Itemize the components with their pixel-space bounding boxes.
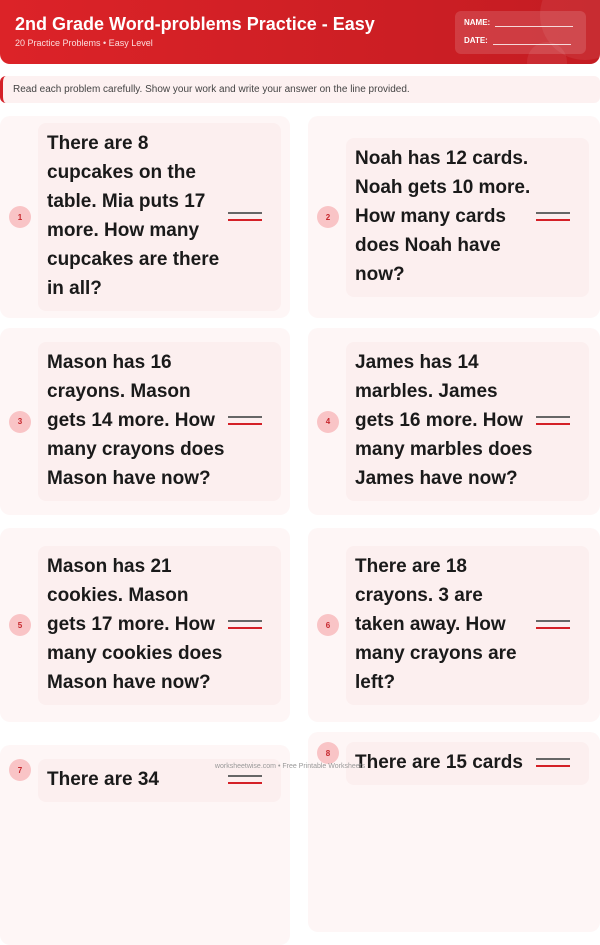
problem-card [308,328,600,515]
answer-line[interactable] [228,620,262,629]
problem-text: Noah has 12 cards. Noah gets 10 more. How many cards does Noah have now? [355,147,531,285]
worksheet-header [0,0,600,64]
footer-credit: worksheetwise.com • Free Printable Worksheets [214,763,366,770]
name-field[interactable] [495,19,573,27]
problem-box [38,342,281,501]
problem-card [308,116,600,318]
problem-text: Mason has 21 cookies. Mason gets 17 more. How many cookies does Mason have now? [47,555,223,693]
instructions: Read each problem carefully. Show your work and write your answer on the line provided. [0,76,600,103]
problem-number-badge: 2 [317,206,339,228]
problem-box [346,546,589,705]
problem-card [0,116,290,318]
problem-number-badge: 1 [9,206,31,228]
problem-text: There are 18 crayons. 3 are taken away. How many crayons are left? [355,555,517,693]
answer-line[interactable] [536,620,570,629]
problem-number-badge: 4 [317,411,339,433]
page-title: 2nd Grade Word-problems Practice - Easy [15,14,375,34]
page-subtitle: 20 Practice Problems • Easy Level [15,38,153,48]
name-label: NAME: [464,18,491,27]
date-field[interactable] [493,37,571,45]
answer-line[interactable] [228,212,262,221]
problem-number-badge: 5 [9,614,31,636]
problem-text: There are 34 [47,769,159,790]
problem-number-badge: 8 [317,742,339,764]
problem-box [38,546,281,705]
problem-number-badge: 7 [9,759,31,781]
date-label: DATE: [464,36,488,45]
problem-box [346,138,589,297]
problem-text: There are 15 cards [355,752,523,773]
problem-card [0,328,290,515]
problem-text: There are 8 cupcakes on the table. Mia puts 17 more. How many cupcakes are there in all? [47,133,220,299]
name-date-box [455,11,586,54]
problem-number-badge: 6 [317,614,339,636]
problem-card [308,528,600,722]
problem-text: Mason has 16 crayons. Mason gets 14 more. How many crayons does Mason have now? [47,352,225,489]
answer-line[interactable] [228,775,262,784]
problem-text: James has 14 marbles. James gets 16 more. How many marbles does James have now? [355,352,533,489]
problem-card [0,528,290,722]
answer-line[interactable] [536,212,570,221]
problem-card [0,745,290,945]
problem-box [346,342,589,501]
problem-box [38,123,281,311]
problem-card [308,732,600,932]
problem-number-badge: 3 [9,411,31,433]
answer-line[interactable] [228,416,262,425]
answer-line[interactable] [536,416,570,425]
